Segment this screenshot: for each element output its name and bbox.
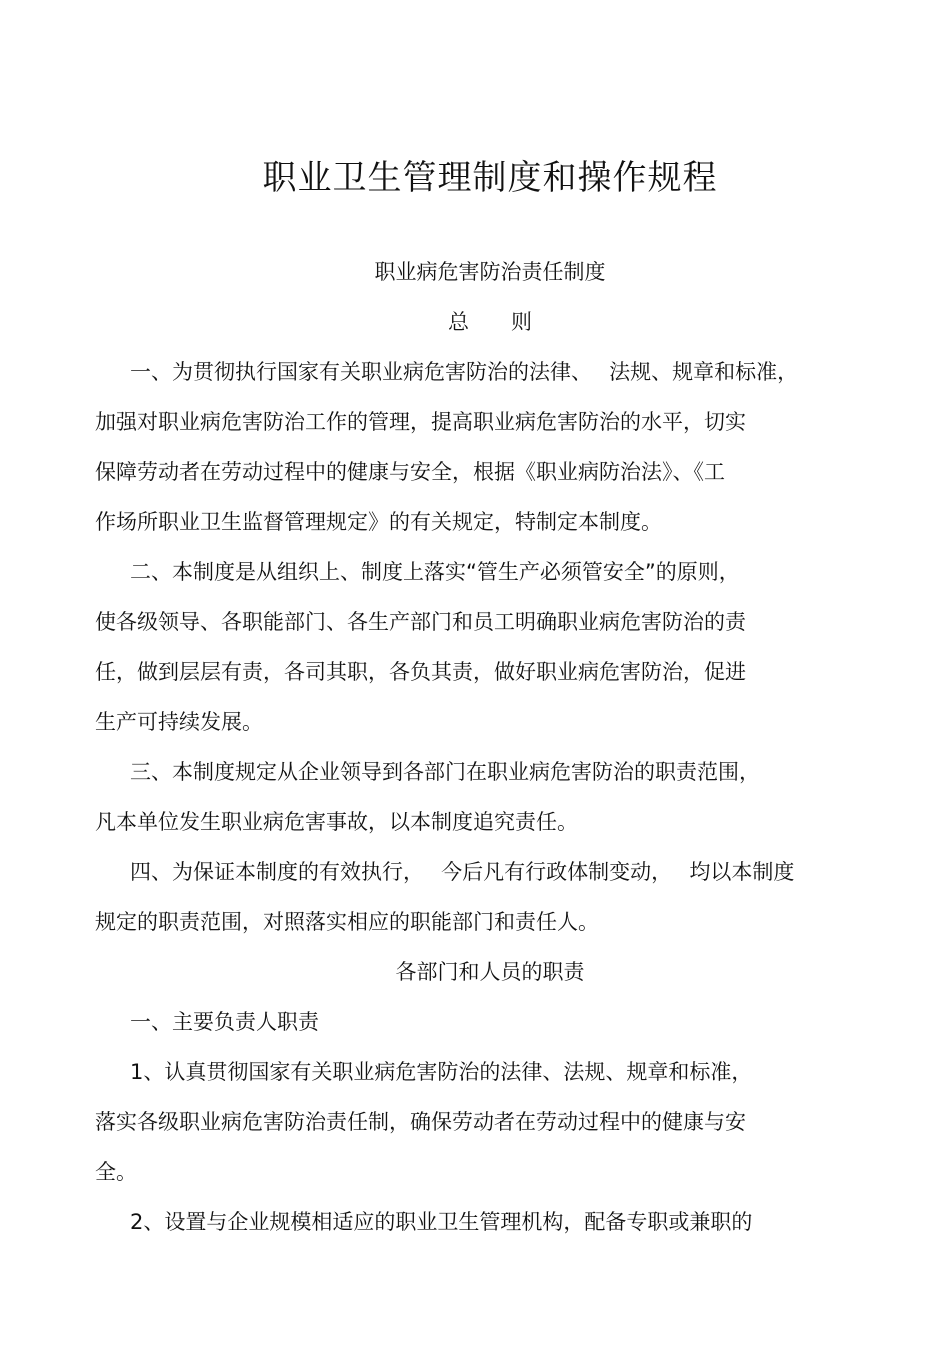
- paragraph-line: 1、认真贯彻国家有关职业病危害防治的法律、法规、规章和标准，: [130, 1060, 753, 1084]
- paragraph-line: 四、为保证本制度的有效执行， 今后凡有行政体制变动， 均以本制度: [130, 860, 795, 884]
- paragraph-line: 2、设置与企业规模相适应的职业卫生管理机构，配备专职或兼职的: [130, 1210, 753, 1234]
- paragraph-line: 二、本制度是从组织上、制度上落实“管生产必须管安全”的原则，: [130, 560, 740, 584]
- paragraph-line: 凡本单位发生职业病危害事故，以本制度追究责任。: [95, 810, 578, 834]
- document-title: 职业卫生管理制度和操作规程: [262, 158, 718, 198]
- paragraph-line: 全。: [95, 1160, 137, 1184]
- paragraph-line: 落实各级职业病危害防治责任制，确保劳动者在劳动过程中的健康与安: [95, 1110, 746, 1134]
- paragraph-line: 加强对职业病危害防治工作的管理，提高职业病危害防治的水平，切实: [95, 410, 746, 434]
- paragraph-line: 任，做到层层有责，各司其职，各负其责，做好职业病危害防治，促进: [95, 660, 746, 684]
- paragraph-line: 保障劳动者在劳动过程中的健康与安全，根据《职业病防治法》、《工: [95, 460, 725, 484]
- subsection-duties: 各部门和人员的职责: [395, 960, 585, 984]
- subsection-general: 总 则: [448, 310, 532, 334]
- paragraph-line: 生产可持续发展。: [95, 710, 263, 734]
- item-heading: 一、主要负责人职责: [130, 1010, 319, 1034]
- section-title: 职业病危害防治责任制度: [374, 260, 606, 284]
- paragraph-line: 一、为贯彻执行国家有关职业病危害防治的法律、 法规、规章和标准，: [130, 360, 799, 384]
- paragraph-line: 三、本制度规定从企业领导到各部门在职业病危害防治的职责范围，: [130, 760, 760, 784]
- paragraph-line: 作场所职业卫生监督管理规定》的有关规定，特制定本制度。: [95, 510, 662, 534]
- paragraph-line: 使各级领导、各职能部门、各生产部门和员工明确职业病危害防治的责: [95, 610, 746, 634]
- paragraph-line: 规定的职责范围，对照落实相应的职能部门和责任人。: [95, 910, 599, 934]
